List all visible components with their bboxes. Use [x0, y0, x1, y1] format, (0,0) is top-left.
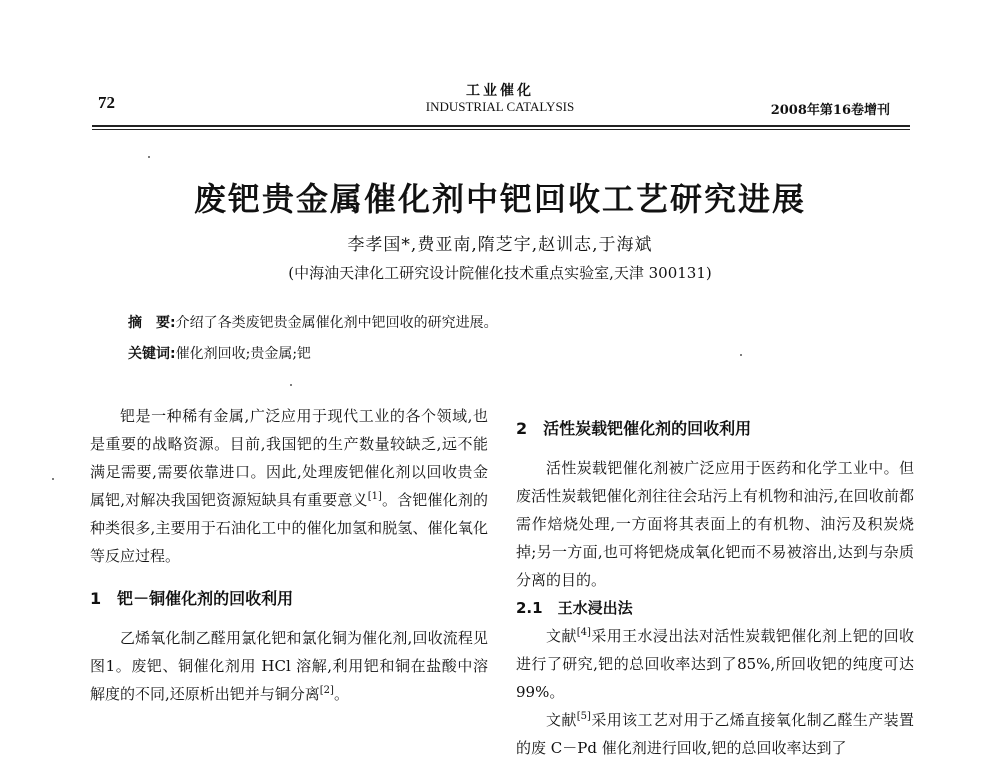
intro-text-b: 。含钯催化剂的种类很多,主要用于石油化工中的催化加氢和脱氢、催化氧化等反应过程。 [90, 491, 488, 565]
scan-speck [148, 156, 150, 158]
section-2-heading: 2 活性炭载钯催化剂的回收利用 [516, 419, 752, 438]
article-title: 废钯贵金属催化剂中钯回收工艺研究进展 [193, 180, 806, 218]
keywords [128, 343, 311, 363]
section-2-paragraph: 活性炭载钯催化剂被广泛应用于医药和化学工业中。但废活性炭载钯催化剂往往会玷污上有机物和油污,在回收前都需作焙烧处理,一方面将其表面上的有机物、油污及积炭烧掉;另一方面,也可将钯烧成氧化钯而不易被溶出,达到与杂质分离的目的。 [516, 459, 914, 589]
scan-speck [740, 354, 742, 356]
section-1-paragraph [90, 624, 488, 708]
keywords-label: 关键词: [128, 346, 176, 362]
section-1-heading: 1 钯－铜催化剂的回收利用 [90, 589, 294, 608]
scan-speck [290, 384, 292, 386]
page-number: 72 [98, 93, 115, 112]
abstract [128, 312, 498, 332]
intro-paragraph [90, 402, 488, 570]
scan-speck [52, 478, 54, 480]
sub21-p1-text-a: 文献 [546, 627, 577, 645]
header-rule-thin [92, 129, 910, 130]
author-list: 李孝国*,费亚南,隋芝宇,赵训志,于海斌 [347, 235, 653, 255]
citation-ref: [2] [319, 685, 334, 696]
right-column [516, 414, 914, 762]
sub21-p2-text-b: 采用该工艺对用于乙烯直接氧化制乙醛生产装置的废 C－Pd 催化剂进行回收,钯的总回收率达到了 [516, 711, 914, 757]
section-1-text-b: 。 [333, 685, 349, 703]
left-column [90, 402, 488, 708]
citation-ref: [1] [367, 491, 382, 502]
subsection-2-1-paragraph-1 [516, 622, 914, 706]
subsection-2-1-paragraph-2 [516, 706, 914, 762]
sub21-p2-text-a: 文献 [546, 711, 577, 729]
journal-title-chinese: 工业催化 [466, 83, 534, 99]
section-1-text-a: 乙烯氧化制乙醛用氯化钯和氯化铜为催化剂,回收流程见图1。废钯、铜催化剂用 HCl 溶解,利用钯和铜在盐酸中溶解度的不同,还原析出钯并与铜分离 [90, 629, 488, 703]
header-rule-thick [92, 125, 910, 127]
citation-ref: [4] [576, 627, 591, 638]
keywords-text: 催化剂回收;贵金属;钯 [175, 346, 312, 362]
journal-title-english: INDUSTRIAL CATALYSIS [425, 99, 575, 114]
subsection-2-1-heading: 2.1 王水浸出法 [516, 599, 633, 617]
abstract-text: 介绍了各类废钯贵金属催化剂中钯回收的研究进展。 [175, 315, 498, 331]
intro-text-a: 钯是一种稀有金属,广泛应用于现代工业的各个领域,也是重要的战略资源。目前,我国钯的生产数量较缺乏,远不能满足需要,需要依靠进口。因此,处理废钯催化剂以回收贵金属钯,对解决我国钯资源短缺具有重要意义 [90, 407, 488, 509]
author-affiliation: (中海油天津化工研究设计院催化技术重点实验室,天津 300131) [288, 264, 712, 282]
citation-ref: [5] [576, 711, 591, 722]
issue-info: 2008年第16卷增刊 [770, 103, 890, 118]
abstract-label: 摘 要: [128, 315, 176, 331]
sub21-p1-text-b: 采用王水浸出法对活性炭载钯催化剂上钯的回收进行了研究,钯的总回收率达到了85%,所回收钯的纯度可达99%。 [516, 627, 914, 701]
